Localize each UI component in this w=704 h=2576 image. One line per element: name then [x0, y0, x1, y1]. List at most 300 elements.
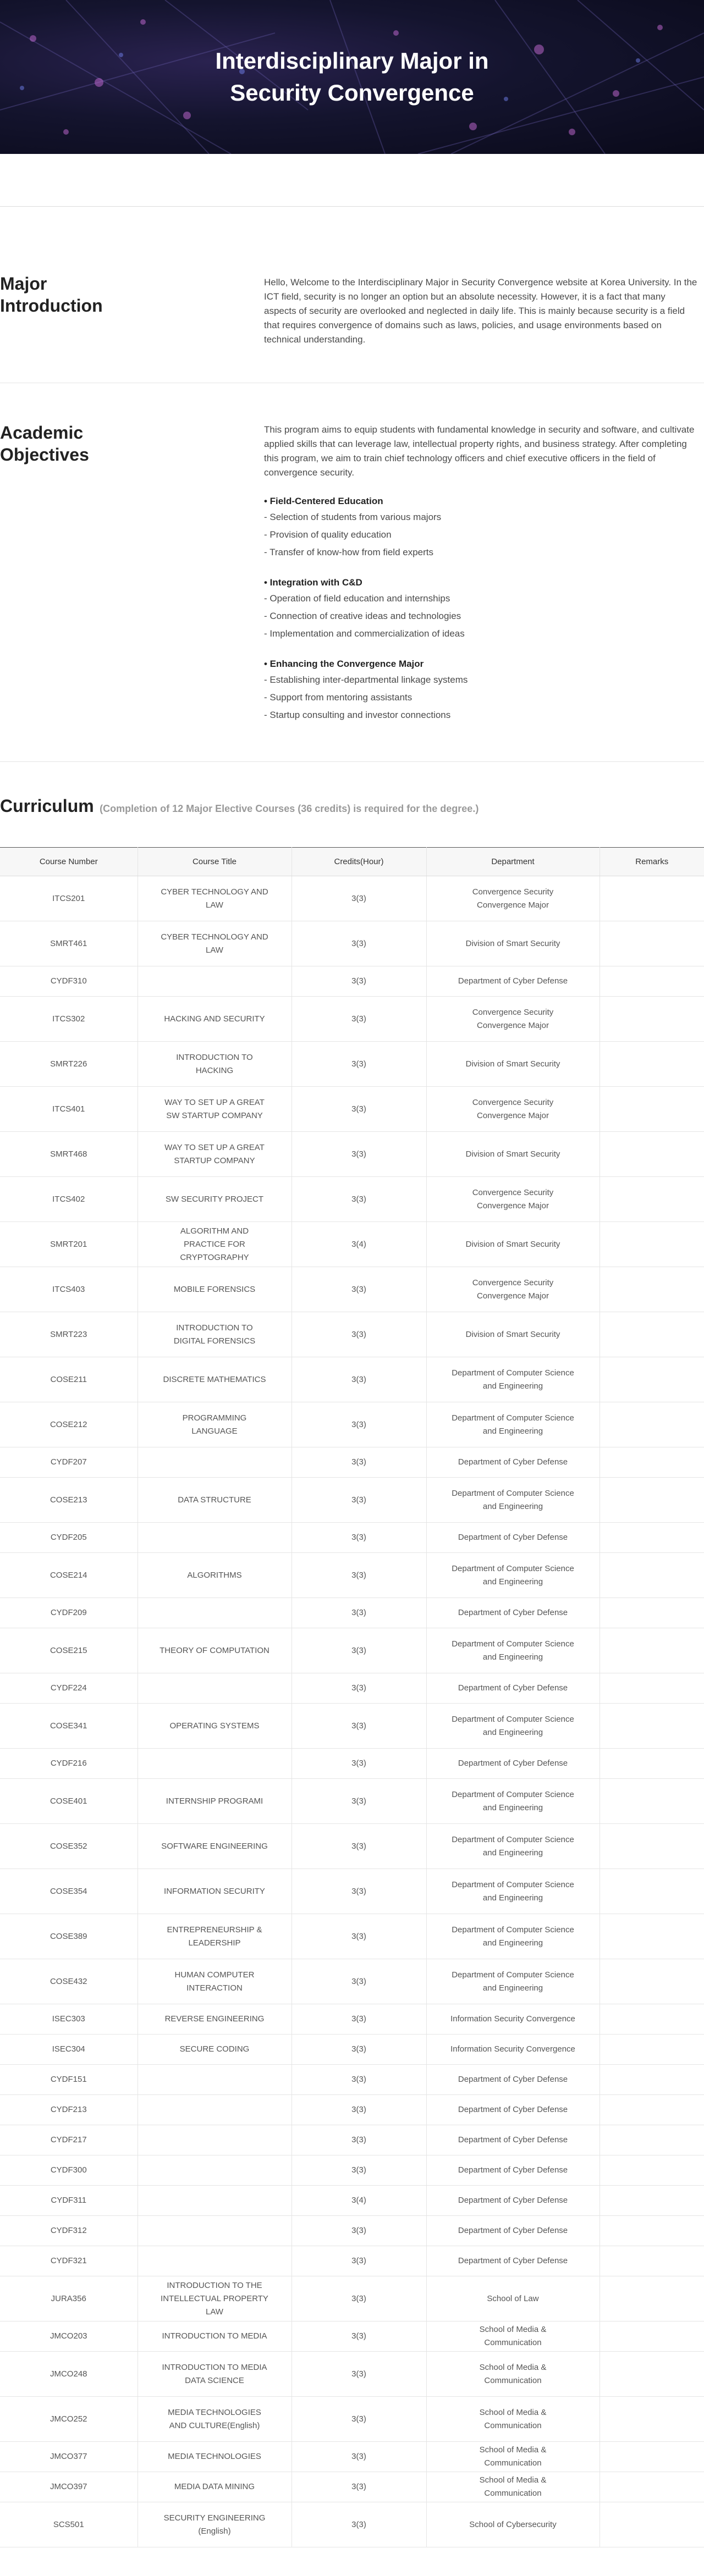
table-row [0, 2125, 704, 2155]
department-cell [426, 921, 600, 966]
course-title-cell-text: INTERNSHIP PROGRAMI [166, 1796, 263, 1806]
department-cell [426, 1132, 600, 1177]
department-cell [426, 1478, 600, 1523]
table-row [0, 2502, 704, 2547]
course-title-cell [138, 2035, 292, 2065]
credits-cell [292, 1402, 426, 1447]
department-cell [426, 2472, 600, 2502]
department-cell-text: Department of Computer Science and Engineering [452, 1714, 574, 1737]
course-number-cell [0, 2442, 138, 2472]
objective-item: - Operation of field education and internships [264, 593, 450, 604]
department-cell-text: Department of Cyber Defense [458, 1608, 568, 1617]
credits-cell [292, 2397, 426, 2442]
credits-cell [292, 2216, 426, 2246]
remarks-cell [600, 1628, 704, 1673]
credits-cell-text: 3(3) [351, 2135, 366, 2144]
remarks-cell [600, 2216, 704, 2246]
credits-cell [292, 2095, 426, 2125]
table-row [0, 2352, 704, 2397]
objective-item: - Transfer of know-how from field experts [264, 547, 434, 557]
course-number-cell-text: COSE211 [50, 1374, 87, 1384]
table-row [0, 1914, 704, 1959]
course-number-cell-text: ITCS403 [52, 1284, 85, 1294]
remarks-cell [600, 1402, 704, 1447]
credits-cell [292, 1959, 426, 2004]
credits-cell [292, 1478, 426, 1523]
objective-item: - Selection of students from various majors [264, 512, 442, 522]
credits-cell-text: 3(3) [351, 1059, 366, 1069]
heading-line: Major [0, 274, 47, 294]
objective-group-title: • Integration with C&D [264, 577, 362, 588]
credits-cell [292, 2352, 426, 2397]
department-cell-text: Convergence Security Convergence Major [472, 887, 554, 910]
table-row [0, 2276, 704, 2321]
remarks-cell [600, 1042, 704, 1087]
credits-cell-text: 3(3) [351, 938, 366, 948]
course-number-cell [0, 1824, 138, 1869]
hero-banner [0, 0, 704, 154]
course-title-cell-text: THEORY OF COMPUTATION [160, 1645, 270, 1655]
department-cell-text: Department of Computer Science and Engineering [452, 1789, 574, 1812]
department-cell [426, 966, 600, 997]
course-title-cell [138, 1222, 292, 1267]
course-number-cell-text: CYDF216 [50, 1759, 87, 1768]
column-header-remarks: Remarks [600, 848, 704, 876]
department-cell [426, 2321, 600, 2352]
department-cell-text: Information Security Convergence [450, 2014, 575, 2024]
department-cell [426, 2442, 600, 2472]
credits-cell [292, 2442, 426, 2472]
course-number-cell [0, 966, 138, 997]
credits-cell-text: 3(3) [351, 976, 366, 986]
objective-group-title: • Enhancing the Convergence Major [264, 659, 424, 669]
remarks-cell [600, 1914, 704, 1959]
course-number-cell [0, 2472, 138, 2502]
credits-cell-text: 3(3) [351, 2369, 366, 2379]
course-number-cell [0, 1087, 138, 1132]
course-number-cell-text: SMRT468 [50, 1149, 87, 1159]
remarks-cell [600, 1132, 704, 1177]
credits-cell-text: 3(3) [351, 1284, 366, 1294]
table-row [0, 2216, 704, 2246]
credits-cell-text: 3(3) [351, 1721, 366, 1731]
table-row [0, 2442, 704, 2472]
department-cell-text: School of Cybersecurity [469, 2519, 557, 2529]
remarks-cell [600, 1267, 704, 1312]
credits-cell [292, 1042, 426, 1087]
credits-cell-text: 3(3) [351, 1608, 366, 1617]
remarks-cell [600, 876, 704, 921]
course-number-cell-text: COSE389 [50, 1931, 87, 1941]
department-cell [426, 1267, 600, 1312]
table-row [0, 1312, 704, 1357]
table-row [0, 2035, 704, 2065]
course-title-cell-text: ALGORITHM AND PRACTICE FOR CRYPTOGRAPHY [180, 1226, 249, 1262]
course-title-cell [138, 2321, 292, 2352]
department-cell-text: School of Law [487, 2293, 539, 2303]
department-cell-text: Department of Computer Science and Engineering [452, 1970, 574, 1993]
table-header-row [0, 848, 704, 876]
course-title-cell [138, 1402, 292, 1447]
remarks-cell [600, 2035, 704, 2065]
table-row [0, 1478, 704, 1523]
course-number-cell [0, 1523, 138, 1553]
table-row [0, 1357, 704, 1402]
course-number-cell-text: CYDF310 [50, 976, 87, 986]
course-title-cell [138, 2065, 292, 2095]
course-title-cell [138, 1478, 292, 1523]
remarks-cell [600, 2246, 704, 2276]
credits-cell-text: 3(3) [351, 1976, 366, 1986]
department-cell-text: Department of Computer Science and Engineering [452, 1368, 574, 1391]
department-cell-text: Information Security Convergence [450, 2044, 575, 2054]
course-number-cell-text: COSE352 [50, 1841, 87, 1851]
course-title-cell [138, 2004, 292, 2035]
course-title-cell-text: INTRODUCTION TO HACKING [176, 1052, 253, 1075]
curriculum-table [0, 847, 704, 2547]
department-cell-text: School of Media & Communication [479, 2475, 547, 2498]
course-title-cell [138, 1087, 292, 1132]
column-header-department: Department [426, 848, 600, 876]
course-title-cell [138, 1553, 292, 1598]
remarks-cell [600, 1177, 704, 1222]
course-number-cell-text: SMRT223 [50, 1329, 87, 1339]
course-number-cell-text: ITCS402 [52, 1194, 85, 1204]
credits-cell-text: 3(3) [351, 1841, 366, 1851]
department-cell [426, 1959, 600, 2004]
table-row [0, 1749, 704, 1779]
course-title-cell-text: MEDIA TECHNOLOGIES AND CULTURE(English) [168, 2407, 261, 2430]
credits-cell-text: 3(3) [351, 1886, 366, 1896]
table-row [0, 1704, 704, 1749]
table-row [0, 1087, 704, 1132]
table-row [0, 1598, 704, 1628]
course-title-cell-text: INTRODUCTION TO MEDIA DATA SCIENCE [162, 2362, 267, 2385]
credits-cell [292, 1132, 426, 1177]
department-cell-text: Department of Cyber Defense [458, 2256, 568, 2265]
credits-cell [292, 2004, 426, 2035]
remarks-cell [600, 1749, 704, 1779]
course-title-cell [138, 1673, 292, 1704]
credits-cell-text: 3(4) [351, 2196, 366, 2205]
credits-cell [292, 2246, 426, 2276]
course-number-cell [0, 2155, 138, 2186]
course-title-cell [138, 2125, 292, 2155]
department-cell [426, 2397, 600, 2442]
objective-item: - Provision of quality education [264, 529, 392, 540]
remarks-cell [600, 2321, 704, 2352]
objective-groups [264, 494, 698, 724]
course-number-cell-text: JMCO203 [50, 2331, 87, 2341]
course-number-cell [0, 1177, 138, 1222]
remarks-cell [600, 2276, 704, 2321]
course-number-cell-text: SCS501 [53, 2519, 84, 2529]
department-cell [426, 2004, 600, 2035]
course-title-cell [138, 2186, 292, 2216]
credits-cell [292, 1598, 426, 1628]
course-title-cell [138, 1357, 292, 1402]
table-row [0, 1132, 704, 1177]
department-cell [426, 2352, 600, 2397]
academic-objectives-heading [0, 422, 198, 466]
course-number-cell-text: ISEC303 [52, 2014, 85, 2024]
department-cell [426, 1628, 600, 1673]
credits-cell [292, 1824, 426, 1869]
course-title-cell-text: DISCRETE MATHEMATICS [163, 1374, 266, 1384]
course-number-cell [0, 1869, 138, 1914]
course-title-cell [138, 1704, 292, 1749]
course-number-cell-text: COSE213 [50, 1495, 87, 1505]
course-title-cell-text: SECURE CODING [179, 2044, 250, 2054]
table-row [0, 2155, 704, 2186]
department-cell-text: Convergence Security Convergence Major [472, 1097, 554, 1120]
course-number-cell [0, 2125, 138, 2155]
credits-cell [292, 2125, 426, 2155]
course-number-cell-text: JMCO397 [50, 2482, 87, 2491]
department-cell [426, 2246, 600, 2276]
credits-cell [292, 1222, 426, 1267]
course-title-cell-text: WAY TO SET UP A GREAT STARTUP COMPANY [164, 1142, 265, 1165]
credits-cell-text: 3(3) [351, 1495, 366, 1505]
credits-cell-text: 3(3) [351, 2256, 366, 2265]
course-title-cell [138, 1267, 292, 1312]
credits-cell [292, 1628, 426, 1673]
course-number-cell [0, 2065, 138, 2095]
course-number-cell [0, 2276, 138, 2321]
remarks-cell [600, 2502, 704, 2547]
course-title-cell [138, 1447, 292, 1478]
credits-cell [292, 1704, 426, 1749]
credits-cell [292, 2321, 426, 2352]
credits-cell [292, 2035, 426, 2065]
academic-objectives-text: This program aims to equip students with fundamental knowledge in security and software, and cultivate applied skills that can leverage law, intellectual property rights, and business strategy. After completing this program, we aim to train chief technology officers and chief executive officers in the field of convergence security. [264, 424, 695, 478]
table-row [0, 876, 704, 921]
department-cell [426, 2125, 600, 2155]
course-title-cell-text: SECURITY ENGINEERING (English) [163, 2513, 266, 2536]
curriculum-table-body [0, 876, 704, 2547]
credits-cell-text: 3(3) [351, 1683, 366, 1693]
course-title-cell [138, 2246, 292, 2276]
table-row [0, 1402, 704, 1447]
course-number-cell-text: ITCS401 [52, 1104, 85, 1114]
department-cell [426, 1042, 600, 1087]
table-row [0, 1553, 704, 1598]
department-cell [426, 2216, 600, 2246]
course-title-cell-text: MEDIA DATA MINING [174, 2482, 255, 2491]
department-cell-text: School of Media & Communication [479, 2445, 547, 2468]
course-number-cell [0, 1132, 138, 1177]
department-cell-text: Department of Cyber Defense [458, 2196, 568, 2205]
objective-group [264, 576, 698, 643]
department-cell [426, 2186, 600, 2216]
course-number-cell-text: JURA356 [51, 2293, 86, 2303]
department-cell-text: Division of Smart Security [465, 938, 560, 948]
course-number-cell-text: CYDF151 [50, 2075, 87, 2084]
course-number-cell-text: CYDF209 [50, 1608, 87, 1617]
course-number-cell-text: CYDF312 [50, 2226, 87, 2235]
remarks-cell [600, 1673, 704, 1704]
department-cell-text: Convergence Security Convergence Major [472, 1187, 554, 1210]
remarks-cell [600, 1087, 704, 1132]
table-row [0, 2472, 704, 2502]
academic-objectives-section [0, 383, 704, 762]
remarks-cell [600, 1357, 704, 1402]
remarks-cell [600, 2186, 704, 2216]
course-number-cell [0, 2397, 138, 2442]
table-row [0, 1779, 704, 1824]
course-number-cell [0, 1267, 138, 1312]
course-title-cell [138, 2502, 292, 2547]
course-title-cell-text: HACKING AND SECURITY [164, 1014, 265, 1024]
curriculum-heading [0, 762, 704, 847]
course-title-cell [138, 2442, 292, 2472]
credits-cell-text: 3(3) [351, 1014, 366, 1024]
course-number-cell [0, 1478, 138, 1523]
objective-item: - Support from mentoring assistants [264, 692, 413, 703]
credits-cell-text: 3(3) [351, 1374, 366, 1384]
credits-cell-text: 3(4) [351, 1239, 366, 1249]
department-cell-text: Department of Computer Science and Engineering [452, 1488, 574, 1511]
department-cell [426, 1598, 600, 1628]
department-cell-text: School of Media & Communication [479, 2407, 547, 2430]
course-number-cell [0, 2216, 138, 2246]
credits-cell-text: 3(3) [351, 2014, 366, 2024]
course-title-cell [138, 1042, 292, 1087]
credits-cell-text: 3(3) [351, 1104, 366, 1114]
course-title-cell-text: CYBER TECHNOLOGY AND LAW [161, 932, 268, 955]
course-number-cell-text: JMCO248 [50, 2369, 87, 2379]
course-number-cell [0, 1447, 138, 1478]
table-row [0, 997, 704, 1042]
course-title-cell-text: ALGORITHMS [187, 1570, 242, 1580]
department-cell-text: Department of Computer Science and Engineering [452, 1563, 574, 1586]
course-number-cell-text: SMRT226 [50, 1059, 87, 1069]
course-title-cell-text: INFORMATION SECURITY [164, 1886, 265, 1896]
credits-cell [292, 1312, 426, 1357]
remarks-cell [600, 1447, 704, 1478]
credits-cell-text: 3(3) [351, 893, 366, 903]
department-cell-text: Department of Cyber Defense [458, 1533, 568, 1542]
credits-cell [292, 1673, 426, 1704]
course-number-cell-text: COSE214 [50, 1570, 87, 1580]
table-row [0, 921, 704, 966]
department-cell [426, 1087, 600, 1132]
course-number-cell [0, 1553, 138, 1598]
course-title-cell [138, 1779, 292, 1824]
table-row [0, 1869, 704, 1914]
objective-item: - Startup consulting and investor connections [264, 710, 451, 720]
credits-cell [292, 1523, 426, 1553]
course-title-cell [138, 1177, 292, 1222]
department-cell [426, 1553, 600, 1598]
department-cell-text: Department of Computer Science and Engineering [452, 1925, 574, 1948]
course-title-cell-text: OPERATING SYSTEMS [169, 1721, 260, 1731]
table-row [0, 1447, 704, 1478]
course-number-cell-text: COSE354 [50, 1886, 87, 1896]
course-number-cell-text: SMRT461 [50, 938, 87, 948]
course-number-cell [0, 2352, 138, 2397]
department-cell [426, 876, 600, 921]
table-row [0, 2321, 704, 2352]
course-title-cell [138, 1598, 292, 1628]
credits-cell-text: 3(3) [351, 2165, 366, 2175]
remarks-cell [600, 1959, 704, 2004]
course-number-cell [0, 1628, 138, 1673]
course-number-cell [0, 2004, 138, 2035]
page-title-line2: Security Convergence [230, 80, 474, 106]
course-number-cell [0, 1673, 138, 1704]
course-number-cell-text: COSE401 [50, 1796, 87, 1806]
department-cell-text: Department of Cyber Defense [458, 2135, 568, 2144]
table-row [0, 2246, 704, 2276]
course-number-cell [0, 2186, 138, 2216]
course-number-cell-text: JMCO252 [50, 2414, 87, 2424]
remarks-cell [600, 1312, 704, 1357]
credits-cell-text: 3(3) [351, 1796, 366, 1806]
remarks-cell [600, 1553, 704, 1598]
course-number-cell-text: CYDF224 [50, 1683, 87, 1693]
credits-cell-text: 3(3) [351, 1533, 366, 1542]
department-cell-text: Department of Computer Science and Engineering [452, 1880, 574, 1903]
major-introduction-text: Hello, Welcome to the Interdisciplinary Major in Security Convergence website at Korea University. In the ICT field, security is no longer an option but an absolute necessity. However, it is a fact that many aspects of security are overlooked and neglected in daily life. This is mainly because security is a field that requires convergence of domains such as laws, policies, and usage environments based on technical understanding. [264, 277, 697, 345]
course-number-cell-text: CYDF300 [50, 2165, 87, 2175]
course-title-cell-text: PROGRAMMING LANGUAGE [182, 1413, 247, 1436]
department-cell [426, 1824, 600, 1869]
course-number-cell-text: CYDF207 [50, 1457, 87, 1467]
credits-cell-text: 3(3) [351, 2519, 366, 2529]
department-cell [426, 1749, 600, 1779]
credits-cell [292, 1357, 426, 1402]
course-number-cell-text: ISEC304 [52, 2044, 85, 2054]
remarks-cell [600, 1704, 704, 1749]
course-number-cell-text: CYDF321 [50, 2256, 87, 2265]
credits-cell [292, 2502, 426, 2547]
course-title-cell [138, 921, 292, 966]
course-title-cell-text: WAY TO SET UP A GREAT SW STARTUP COMPANY [164, 1097, 265, 1120]
credits-cell [292, 1447, 426, 1478]
course-number-cell-text: CYDF311 [51, 2196, 87, 2205]
course-title-cell-text: SW SECURITY PROJECT [165, 1194, 264, 1204]
credits-cell-text: 3(3) [351, 2452, 366, 2461]
column-header-course-title: Course Title [138, 848, 292, 876]
remarks-cell [600, 1478, 704, 1523]
table-row [0, 2186, 704, 2216]
credits-cell [292, 1267, 426, 1312]
course-number-cell [0, 2246, 138, 2276]
credits-cell-text: 3(3) [351, 1457, 366, 1467]
credits-cell [292, 2186, 426, 2216]
objective-group [264, 657, 698, 724]
course-number-cell-text: SMRT201 [50, 1239, 87, 1249]
table-row [0, 2065, 704, 2095]
department-cell-text: Department of Cyber Defense [458, 1759, 568, 1768]
credits-cell-text: 3(3) [351, 1149, 366, 1159]
credits-cell-text: 3(3) [351, 2075, 366, 2084]
credits-cell-text: 3(3) [351, 2044, 366, 2054]
course-title-cell-text: INTRODUCTION TO MEDIA [162, 2331, 267, 2341]
curriculum-title: Curriculum [0, 796, 94, 816]
department-cell-text: Department of Cyber Defense [458, 2165, 568, 2175]
remarks-cell [600, 997, 704, 1042]
department-cell [426, 997, 600, 1042]
table-row [0, 1523, 704, 1553]
course-number-cell [0, 1222, 138, 1267]
department-cell [426, 1523, 600, 1553]
department-cell [426, 2502, 600, 2547]
course-number-cell [0, 1959, 138, 2004]
remarks-cell [600, 2125, 704, 2155]
course-number-cell-text: COSE432 [50, 1976, 87, 1986]
